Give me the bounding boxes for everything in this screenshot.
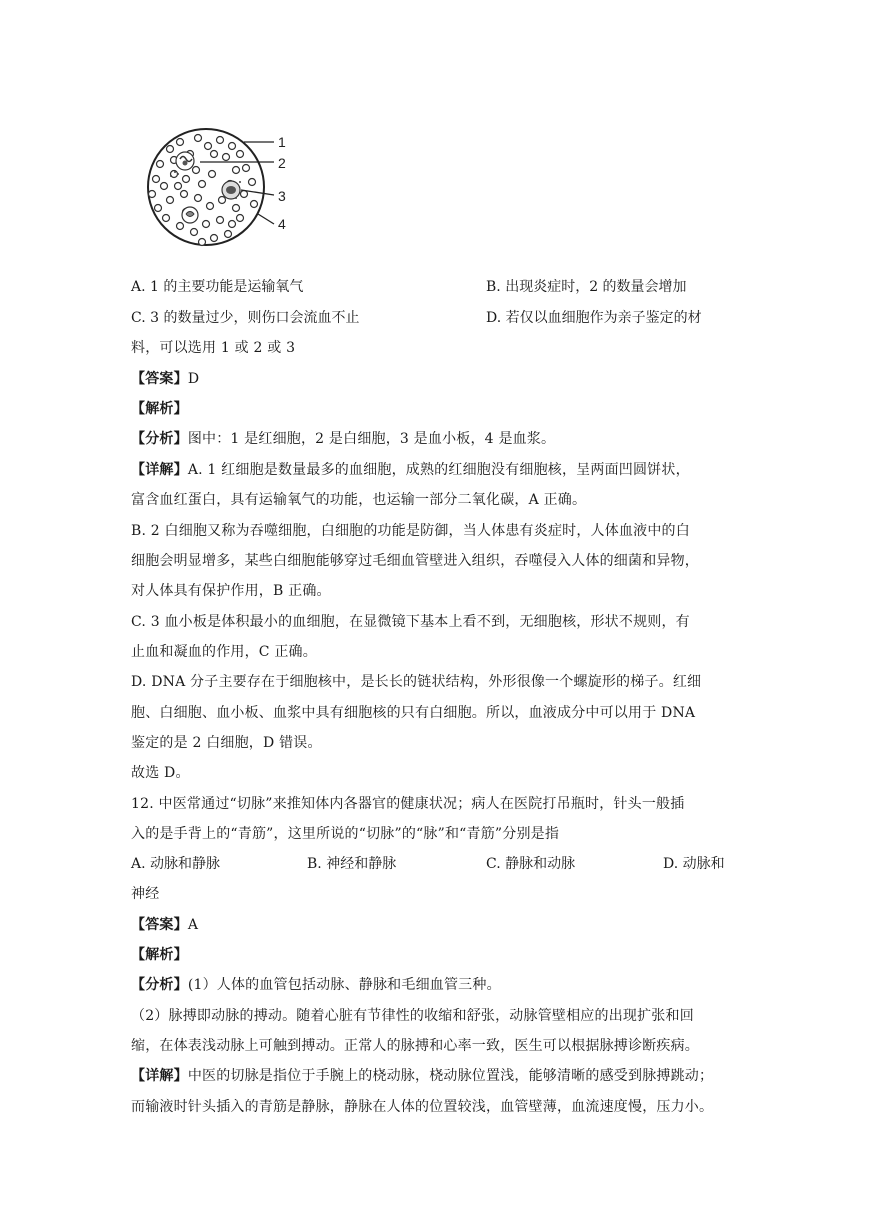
figure-label-4: 4 [278, 216, 286, 232]
q11-xiangjie-line-9: 胞、白细胞、血小板、血浆中具有细胞核的只有白细胞。所以，血液成分中可以用于 DNA [131, 705, 696, 721]
q11-answer [131, 369, 199, 389]
xiangjie-text: 中医的切脉是指位于手腕上的桡动脉，桡动脉位置浅，能够清晰的感受到脉搏跳动； [187, 1068, 714, 1084]
answer-value: D [187, 371, 200, 387]
q12-option-b: B. 神经和静脉 [307, 856, 397, 872]
xiangjie-tag: 【详解】 [131, 1068, 188, 1084]
fenxi-text: (1）人体的血管包括动脉、静脉和毛细血管三种。 [187, 977, 501, 993]
answer-tag: 【答案】 [131, 371, 188, 387]
q12-option-a: A. 动脉和静脉 [131, 856, 221, 872]
q11-option-c: C. 3 的数量过少，则伤口会流血不止 [131, 310, 360, 326]
q11-xiangjie-line-5: 对人体具有保护作用，B 正确。 [131, 583, 331, 599]
figure-label-2: 2 [278, 155, 286, 171]
fenxi-tag: 【分析】 [131, 977, 188, 993]
xiangjie-tag: 【详解】 [131, 462, 188, 478]
figure-label-1: 1 [278, 134, 286, 150]
answer-value: A [187, 917, 199, 933]
fenxi-tag: 【分析】 [131, 431, 188, 447]
q11-option-d-continued: 料，可以选用 1 或 2 或 3 [131, 340, 296, 356]
fenxi-text: 图中：1 是红细胞，2 是白细胞，3 是血小板，4 是血浆。 [187, 431, 556, 447]
q11-analysis-tag: 【解析】 [131, 401, 188, 417]
q12-xiangjie-line-2: 而输液时针头插入的青筋是静脉，静脉在人体的位置较浅，血管壁薄，血流速度慢，压力小。 [131, 1099, 714, 1115]
q11-xiangjie-line-6: C. 3 血小板是体积最小的血细胞，在显微镜下基本上看不到，无细胞核，形状不规则，有 [131, 614, 690, 630]
q11-xiangjie-line-8: D. DNA 分子主要存在于细胞核中，是长长的链状结构，外形很像一个螺旋形的梯子。红细 [131, 674, 702, 690]
q11-xiangjie-line-10: 鉴定的是 2 白细胞，D 错误。 [131, 735, 322, 751]
white-blood-cell-3 [182, 207, 198, 223]
q12-option-c: C. 静脉和动脉 [486, 856, 576, 872]
blood-smear-figure [140, 124, 300, 254]
q11-xiangjie-line-2: 富含血红蛋白，具有运输氧气的功能，也运输一部分二氧化碳，A 正确。 [131, 492, 587, 508]
q12-fenxi-line-3: 缩，在体表浅动脉上可触到搏动。正常人的脉搏和心率一致，医生可以根据脉搏诊断疾病。 [131, 1038, 699, 1054]
q11-xiangjie-line-4: 细胞会明显增多，某些白细胞能够穿过毛细血管壁进入组织，吞噬侵入人体的细菌和异物， [131, 553, 699, 569]
q12-option-d: D. 动脉和 [663, 856, 725, 872]
q11-xiangjie-line-7: 止血和凝血的作用，C 正确。 [131, 644, 317, 660]
q12-option-d-continued: 神经 [131, 886, 160, 902]
q11-conclusion: 故选 D。 [131, 765, 190, 781]
q12-answer [131, 915, 198, 935]
white-blood-cell-2 [222, 181, 240, 199]
q12-fenxi-line-1 [131, 975, 501, 995]
figure-labels [278, 134, 286, 232]
q11-option-a: A. 1 的主要功能是运输氧气 [131, 279, 304, 295]
q12-fenxi-line-2: （2）脉搏即动脉的搏动。随着心脏有节律性的收缩和舒张，动脉管壁相应的出现扩张和回 [131, 1008, 694, 1024]
q11-fenxi [131, 429, 555, 449]
q12-stem-line-1: 12. 中医常通过“切脉”来推知体内各器官的健康状况；病人在医院打吊瓶时，针头一般插 [131, 796, 685, 812]
white-blood-cell-1 [176, 152, 194, 170]
answer-tag: 【答案】 [131, 917, 188, 933]
q11-xiangjie-line-3: B. 2 白细胞又称为吞噬细胞，白细胞的功能是防御，当人体患有炎症时，人体血液中的白 [131, 523, 690, 539]
q11-option-d: D. 若仅以血细胞作为亲子鉴定的材 [486, 310, 702, 326]
q12-xiangjie-line-1 [131, 1066, 713, 1086]
q12-stem-line-2: 入的是手背上的“青筋”，这里所说的“切脉”的“脉”和“青筋”分别是指 [131, 826, 560, 842]
xiangjie-text: A. 1 红细胞是数量最多的血细胞，成熟的红细胞没有细胞核，呈两面凹圆饼状， [187, 462, 690, 478]
q12-analysis-tag: 【解析】 [131, 947, 188, 963]
figure-label-3: 3 [278, 188, 286, 204]
q11-option-b: B. 出现炎症时，2 的数量会增加 [486, 279, 687, 295]
q11-xiangjie-line-1 [131, 460, 690, 480]
